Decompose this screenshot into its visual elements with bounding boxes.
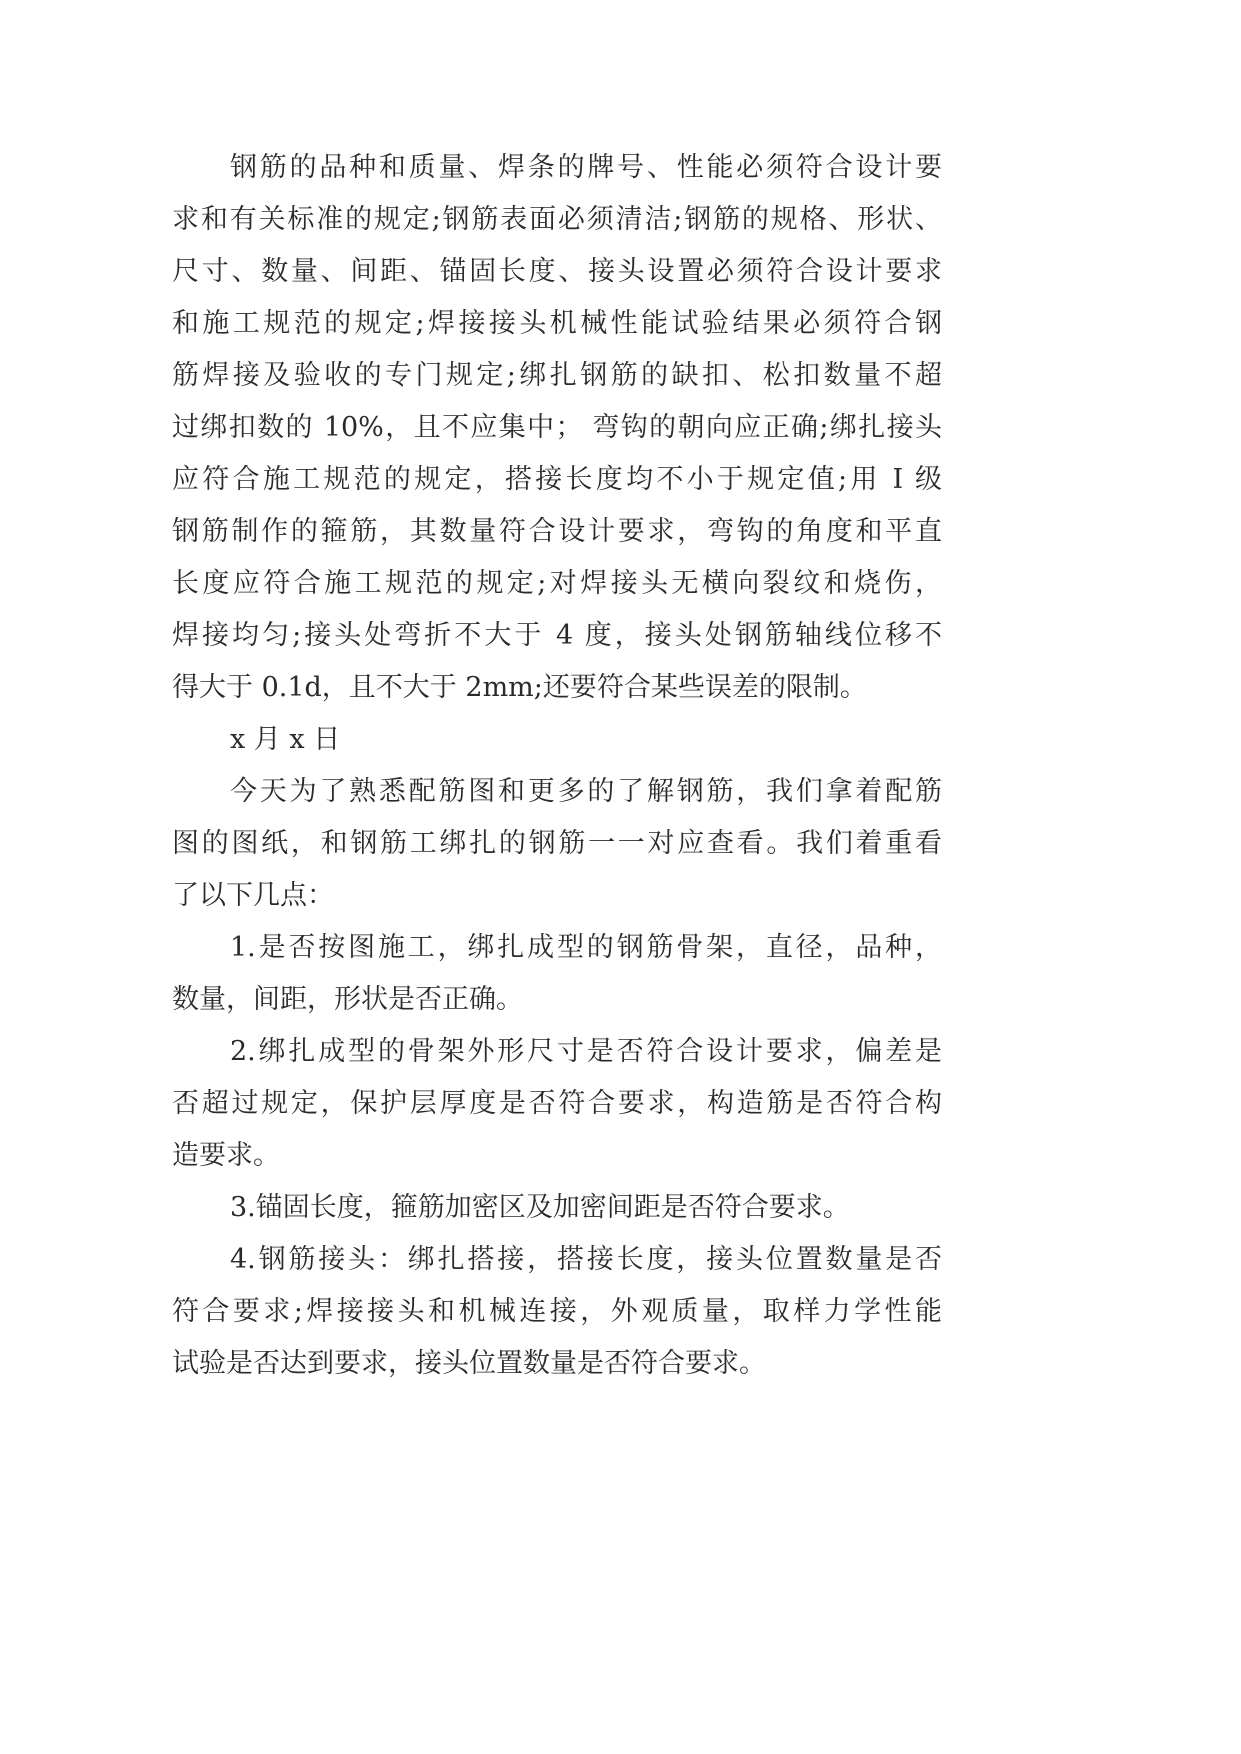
list-item-2 <box>172 1026 942 1182</box>
text-line: 尺寸、数量、间距、锚固长度、接头设置必须符合设计要求 <box>172 256 942 287</box>
text-line: 今天为了熟悉配筋图和更多的了解钢筋，我们拿着配筋 <box>230 776 942 807</box>
date-line: x 月 x 日 <box>230 724 341 755</box>
text-line: 钢筋的品种和质量、焊条的牌号、性能必须符合设计要 <box>230 152 942 183</box>
text-line: 符合要求;焊接接头和机械连接，外观质量，取样力学性能 <box>172 1296 942 1327</box>
list-item-1 <box>172 922 942 1026</box>
text-line: 否超过规定，保护层厚度是否符合要求，构造筋是否符合构 <box>172 1088 942 1119</box>
text-line: 应符合施工规范的规定，搭接长度均不小于规定值;用 I 级 <box>172 464 942 495</box>
list-item-4 <box>172 1234 942 1390</box>
text-line: 焊接均匀;接头处弯折不大于 4 度，接头处钢筋轴线位移不 <box>172 620 942 651</box>
paragraph-inspection-requirements <box>172 142 942 714</box>
text-line: 3.锚固长度，箍筋加密区及加密间距是否符合要求。 <box>230 1192 850 1223</box>
text-line: 和施工规范的规定;焊接接头机械性能试验结果必须符合钢 <box>172 308 942 339</box>
text-line: 4.钢筋接头：绑扎搭接，搭接长度，接头位置数量是否 <box>230 1244 942 1275</box>
text-line: 2.绑扎成型的骨架外形尺寸是否符合设计要求，偏差是 <box>230 1036 942 1067</box>
text-line: 了以下几点： <box>172 880 334 911</box>
document-body <box>172 142 942 1390</box>
paragraph-intro <box>172 766 942 922</box>
text-line: 1.是否按图施工，绑扎成型的钢筋骨架，直径，品种， <box>230 932 942 963</box>
text-line: 长度应符合施工规范的规定;对焊接头无横向裂纹和烧伤， <box>172 568 942 599</box>
text-line: 过绑扣数的 10%，且不应集中； 弯钩的朝向应正确;绑扎接头 <box>172 412 942 443</box>
text-line: 造要求。 <box>172 1140 280 1171</box>
text-line: 钢筋制作的箍筋，其数量符合设计要求，弯钩的角度和平直 <box>172 516 942 547</box>
text-line: 求和有关标准的规定;钢筋表面必须清洁;钢筋的规格、形状、 <box>172 204 942 235</box>
text-line: 图的图纸，和钢筋工绑扎的钢筋一一对应查看。我们着重看 <box>172 828 942 859</box>
text-line: 得大于 0.1d，且不大于 2mm;还要符合某些误差的限制。 <box>172 672 867 703</box>
list-item-3 <box>172 1182 942 1234</box>
text-line: 试验是否达到要求，接头位置数量是否符合要求。 <box>172 1348 766 1379</box>
date-heading <box>172 714 942 766</box>
text-line: 筋焊接及验收的专门规定;绑扎钢筋的缺扣、松扣数量不超 <box>172 360 942 391</box>
text-line: 数量，间距，形状是否正确。 <box>172 984 523 1015</box>
